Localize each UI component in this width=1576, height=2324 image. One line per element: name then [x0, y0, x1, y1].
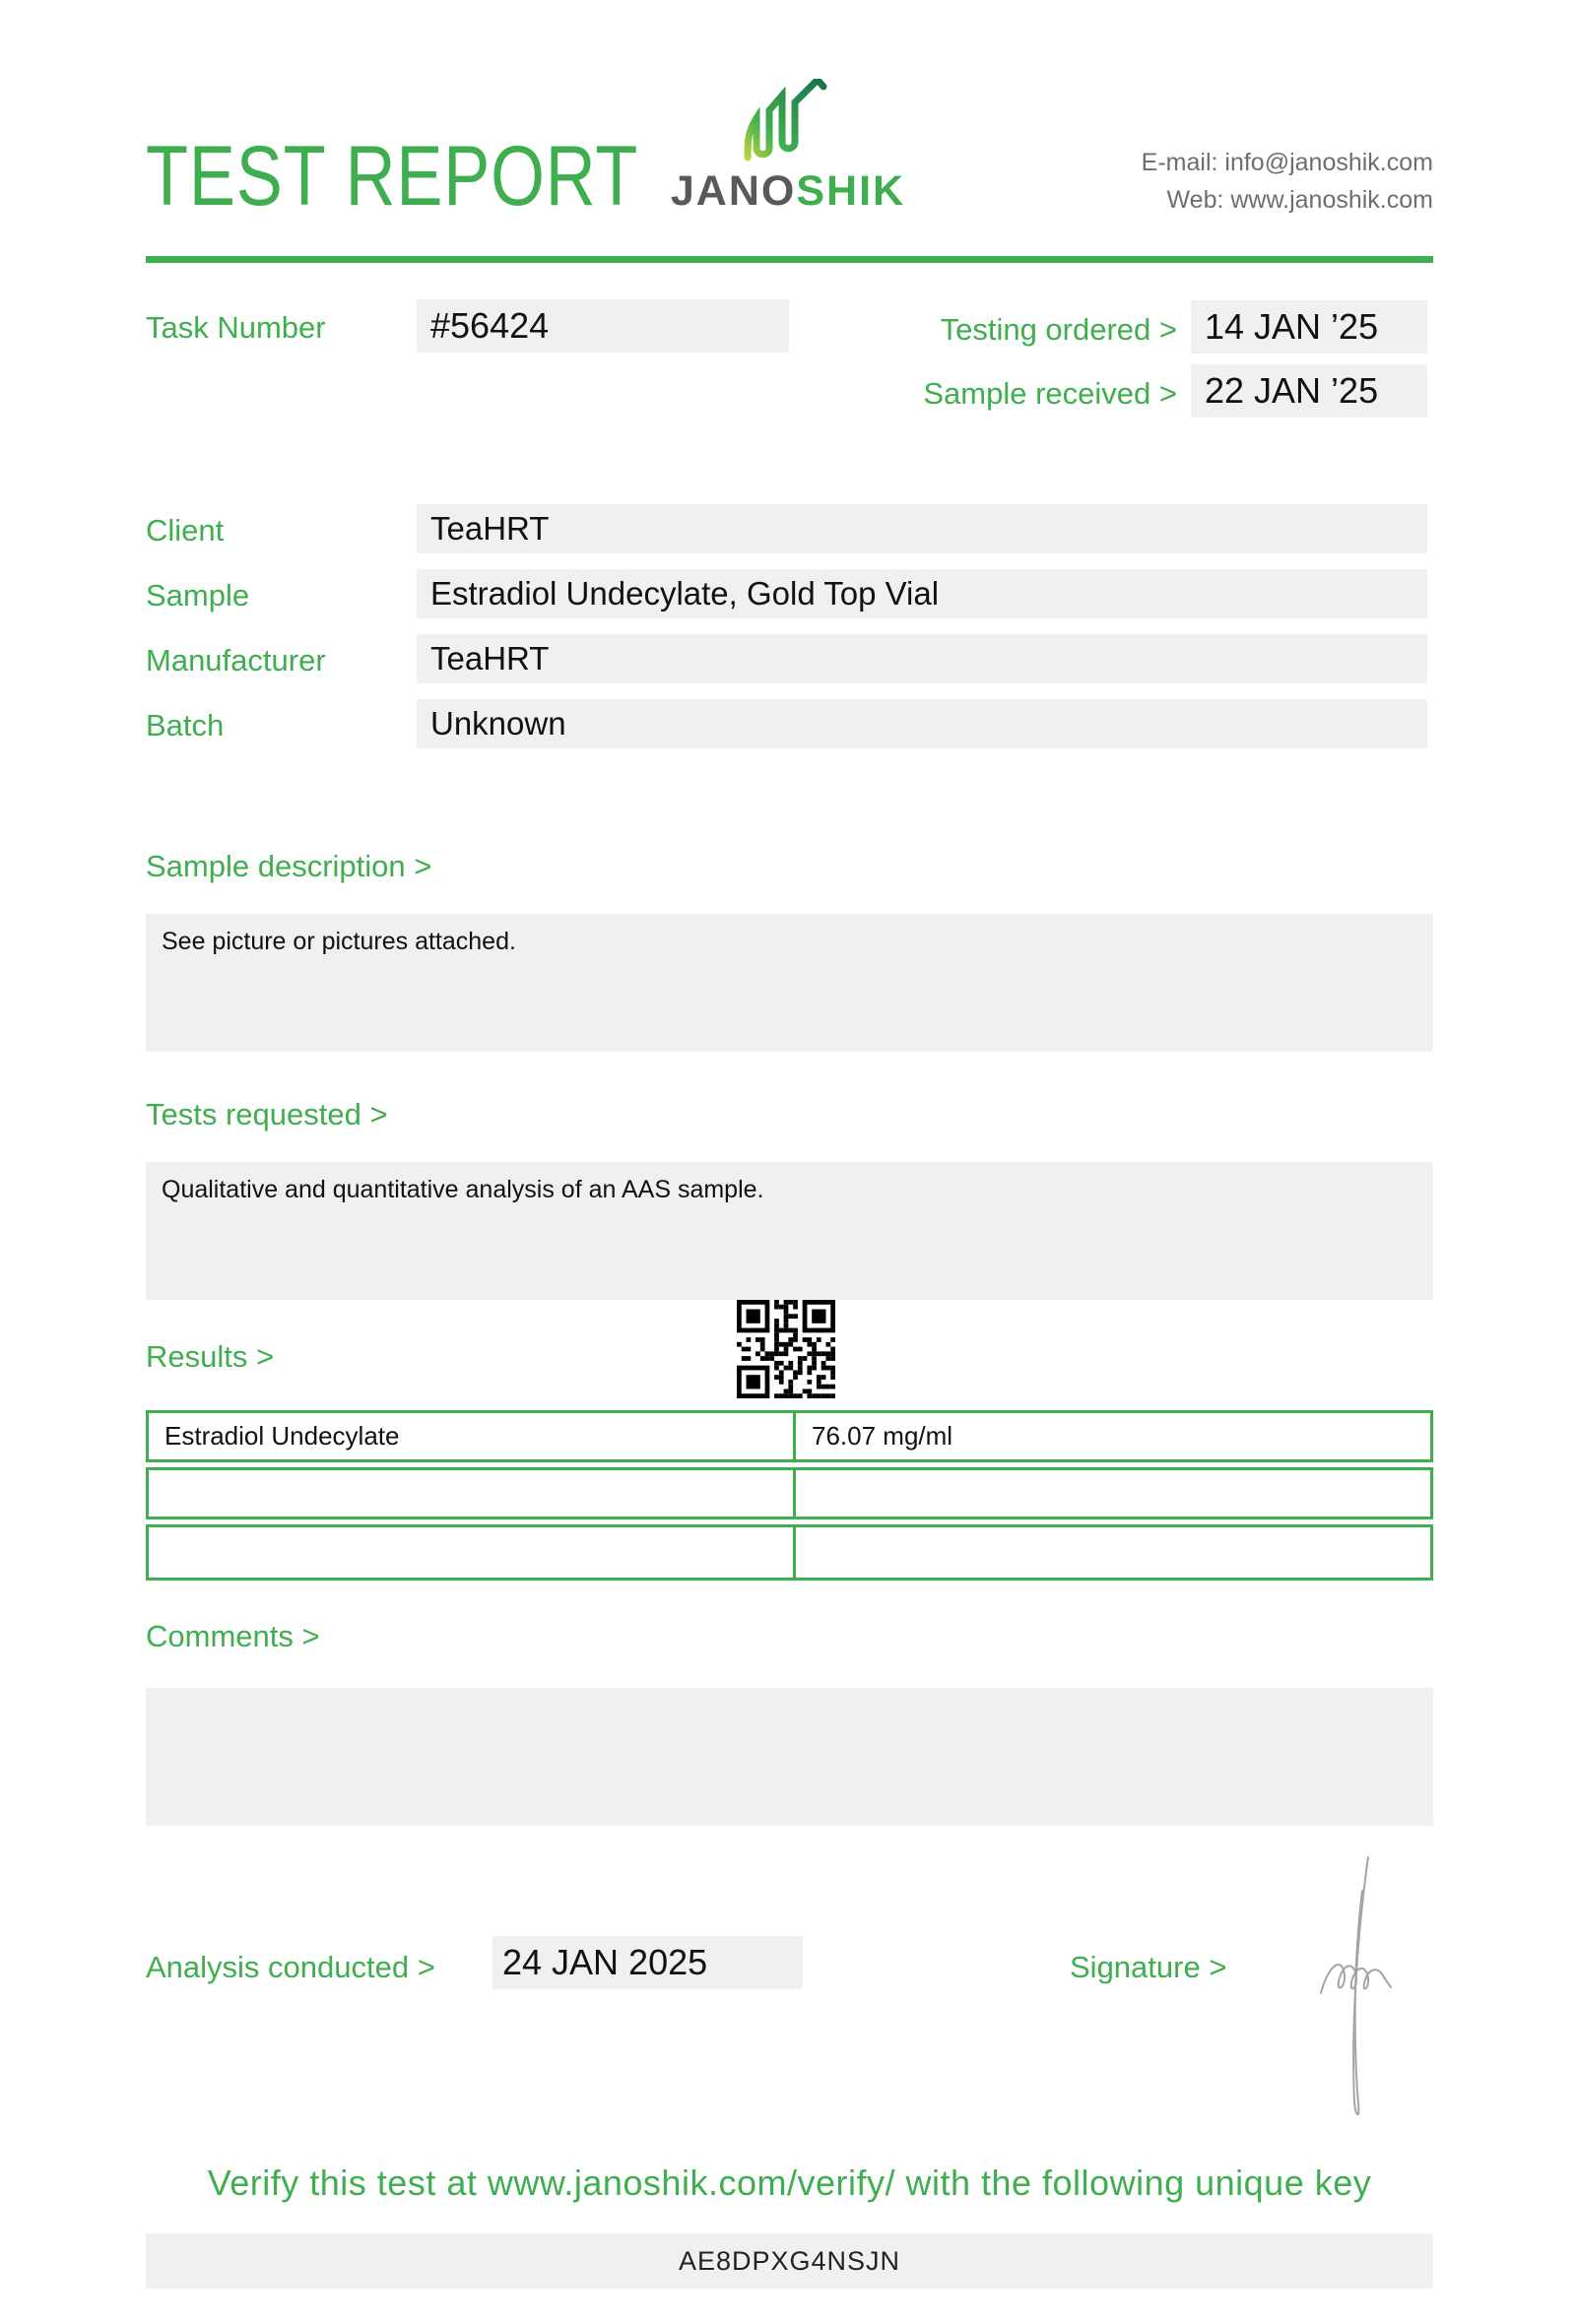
- result-substance-cell: Estradiol Undecylate: [149, 1413, 796, 1459]
- results-table: [146, 1410, 1433, 1585]
- qr-code: [737, 1300, 835, 1398]
- table-row: [146, 1467, 1433, 1519]
- analysis-conducted-value-box: [492, 1936, 803, 1989]
- brand-shik: SHIK: [796, 167, 906, 215]
- task-number-label: Task Number: [146, 310, 326, 345]
- sample-received-value: 22 JAN ’25: [1205, 370, 1379, 411]
- header-divider: [146, 256, 1433, 263]
- results-heading: Results >: [146, 1339, 275, 1374]
- task-number-value-box: [417, 299, 789, 353]
- tests-requested-box: [146, 1162, 1433, 1300]
- manufacturer-value-box: [417, 634, 1427, 683]
- result-value-cell: 76.07 mg/ml: [812, 1421, 953, 1451]
- sample-received-value-box: [1191, 364, 1427, 418]
- sample-label: Sample: [146, 578, 250, 613]
- result-value-cell: [796, 1470, 1430, 1517]
- manufacturer-label: Manufacturer: [146, 643, 326, 678]
- analysis-conducted-label: Analysis conducted >: [146, 1950, 435, 1984]
- contact-block: [941, 144, 1433, 219]
- signature-label: Signature >: [1070, 1950, 1227, 1984]
- verify-key-box: [146, 2233, 1433, 2289]
- brand-jano: JANO: [670, 167, 797, 215]
- email-line: E-mail: info@janoshik.com: [1141, 149, 1433, 176]
- client-value: TeaHRT: [430, 510, 550, 547]
- testing-ordered-value-box: [1191, 300, 1427, 354]
- janoshik-chart-logo-icon: [741, 79, 831, 163]
- tests-requested-heading: Tests requested >: [146, 1097, 388, 1131]
- brand-wordmark: [611, 167, 965, 216]
- result-substance-cell: [149, 1470, 796, 1517]
- tests-requested-text: Qualitative and quantitative analysis of an AAS sample.: [162, 1176, 764, 1203]
- result-substance-cell: [149, 1527, 796, 1578]
- sample-received-label: Sample received >: [923, 376, 1177, 411]
- signature-scribble: [1295, 1853, 1413, 2139]
- sample-value: Estradiol Undecylate, Gold Top Vial: [430, 575, 940, 612]
- sample-description-box: [146, 914, 1433, 1052]
- manufacturer-value: TeaHRT: [430, 640, 550, 677]
- verify-key: AE8DPXG4NSJN: [678, 2246, 901, 2276]
- page-title: TEST REPORT: [146, 129, 639, 224]
- testing-ordered-label: Testing ordered >: [940, 312, 1177, 347]
- client-value-box: [417, 504, 1427, 553]
- comments-heading: Comments >: [146, 1619, 320, 1653]
- sample-description-heading: Sample description >: [146, 849, 432, 883]
- comments-text: [146, 1688, 1433, 1702]
- testing-ordered-value: 14 JAN ’25: [1205, 306, 1379, 347]
- result-value-cell: [796, 1527, 1430, 1578]
- analysis-conducted-value: 24 JAN 2025: [502, 1942, 708, 1982]
- verify-instruction: Verify this test at www.janoshik.com/verify/ with the following unique key: [207, 2163, 1372, 2203]
- comments-box: [146, 1688, 1433, 1826]
- batch-value-box: [417, 699, 1427, 748]
- batch-value: Unknown: [430, 705, 566, 742]
- web-line: Web: www.janoshik.com: [1166, 186, 1433, 214]
- table-row: [146, 1524, 1433, 1581]
- table-row: [146, 1410, 1433, 1462]
- batch-label: Batch: [146, 708, 225, 742]
- sample-value-box: [417, 569, 1427, 618]
- task-number-value: #56424: [430, 305, 550, 346]
- sample-description-text: See picture or pictures attached.: [162, 928, 516, 955]
- client-label: Client: [146, 513, 225, 548]
